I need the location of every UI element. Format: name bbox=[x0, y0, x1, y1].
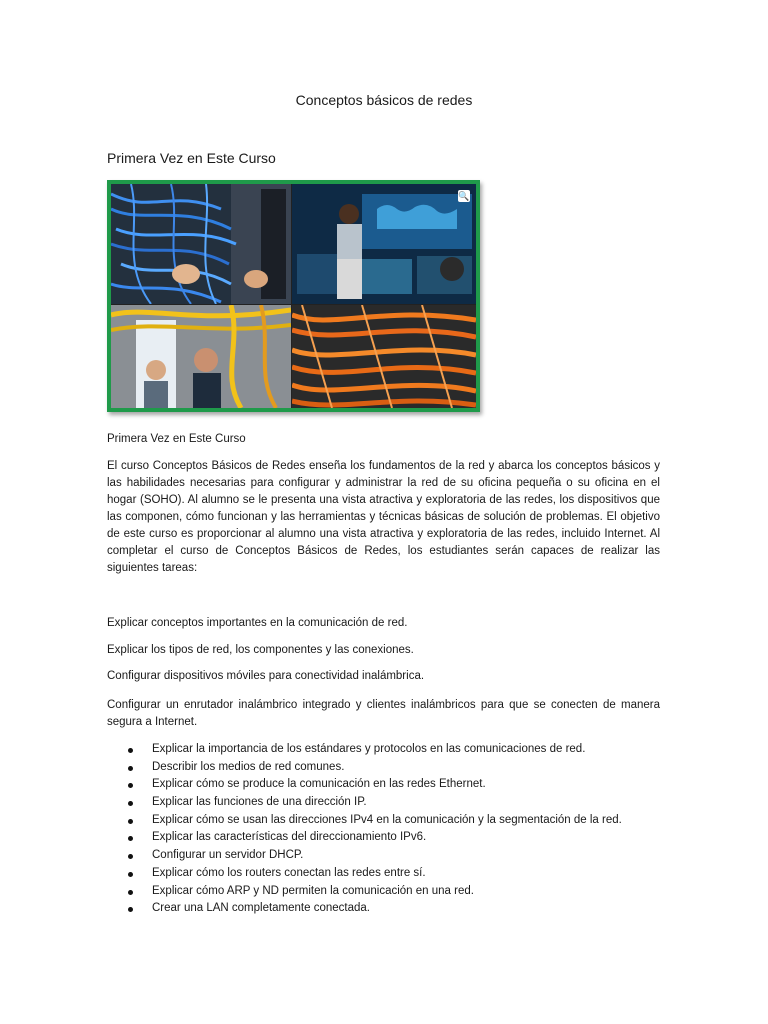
list-item: Explicar cómo se produce la comunicación en las redes Ethernet. bbox=[107, 776, 660, 794]
bullet-icon bbox=[128, 748, 133, 753]
task-item: Explicar los tipos de red, los componentes y las conexiones. bbox=[107, 644, 414, 656]
bullet-icon bbox=[128, 872, 133, 877]
list-item: Crear una LAN completamente conectada. bbox=[107, 900, 660, 918]
bullet-icon bbox=[128, 890, 133, 895]
task-item: Configurar un enrutador inalámbrico integrado y clientes inalámbricos para que se conecten de manera segura a Internet. bbox=[107, 699, 660, 728]
image-caption: Primera Vez en Este Curso bbox=[107, 433, 246, 445]
task-item: Configurar dispositivos móviles para conectividad inalámbrica. bbox=[107, 670, 425, 682]
bullet-icon bbox=[128, 907, 133, 912]
task-item: Explicar conceptos importantes en la comunicación de red. bbox=[107, 617, 408, 629]
bullet-icon bbox=[128, 783, 133, 788]
list-item: Explicar las funciones de una dirección IP. bbox=[107, 794, 660, 812]
page-title: Conceptos básicos de redes bbox=[295, 92, 473, 108]
list-item: Describir los medios de red comunes. bbox=[107, 759, 660, 777]
technicians-panel bbox=[111, 305, 291, 408]
list-item: Explicar las características del direccionamiento IPv6. bbox=[107, 829, 660, 847]
bullet-icon bbox=[128, 819, 133, 824]
list-item: Explicar cómo ARP y ND permiten la comunicación en una red. bbox=[107, 883, 660, 901]
magnifier-icon[interactable]: 🔍 bbox=[458, 191, 470, 201]
list-item: Explicar la importancia de los estándares y protocolos en las comunicaciones de red. bbox=[107, 741, 660, 759]
bullet-icon bbox=[128, 801, 133, 806]
bullet-icon bbox=[128, 854, 133, 859]
bullet-icon bbox=[128, 766, 133, 771]
course-image bbox=[107, 180, 480, 412]
orange-cables-panel bbox=[292, 305, 476, 408]
person-at-screens-panel bbox=[292, 184, 476, 304]
objectives-list bbox=[107, 741, 660, 918]
intro-paragraph: El curso Conceptos Básicos de Redes enseña los fundamentos de la red y abarca los conceptos básicos y las habilidades necesarias para configurar y administrar la red de su oficina pequeña o su oficina en el hogar (SOHO). Al alumno se le presenta una vista atractiva y exploratoria de las redes, los dispositivos que las componen, cómo funcionan y las herramientas y técnicas básicas de solución de problemas. El objetivo de este curso es proporcionar al alumno una vista atractiva y exploratoria de las redes, incluido Internet. Al completar el curso de Conceptos Básicos de Redes, los estudiantes serán capaces de realizar las siguientes tareas: bbox=[107, 460, 660, 574]
list-item: Configurar un servidor DHCP. bbox=[107, 847, 660, 865]
list-item: Explicar cómo los routers conectan las redes entre sí. bbox=[107, 865, 660, 883]
section-heading: Primera Vez en Este Curso bbox=[107, 150, 276, 166]
server-rack-cables-panel bbox=[111, 184, 291, 304]
list-item: Explicar cómo se usan las direcciones IPv4 en la comunicación y la segmentación de la red. bbox=[107, 812, 660, 830]
bullet-icon bbox=[128, 836, 133, 841]
